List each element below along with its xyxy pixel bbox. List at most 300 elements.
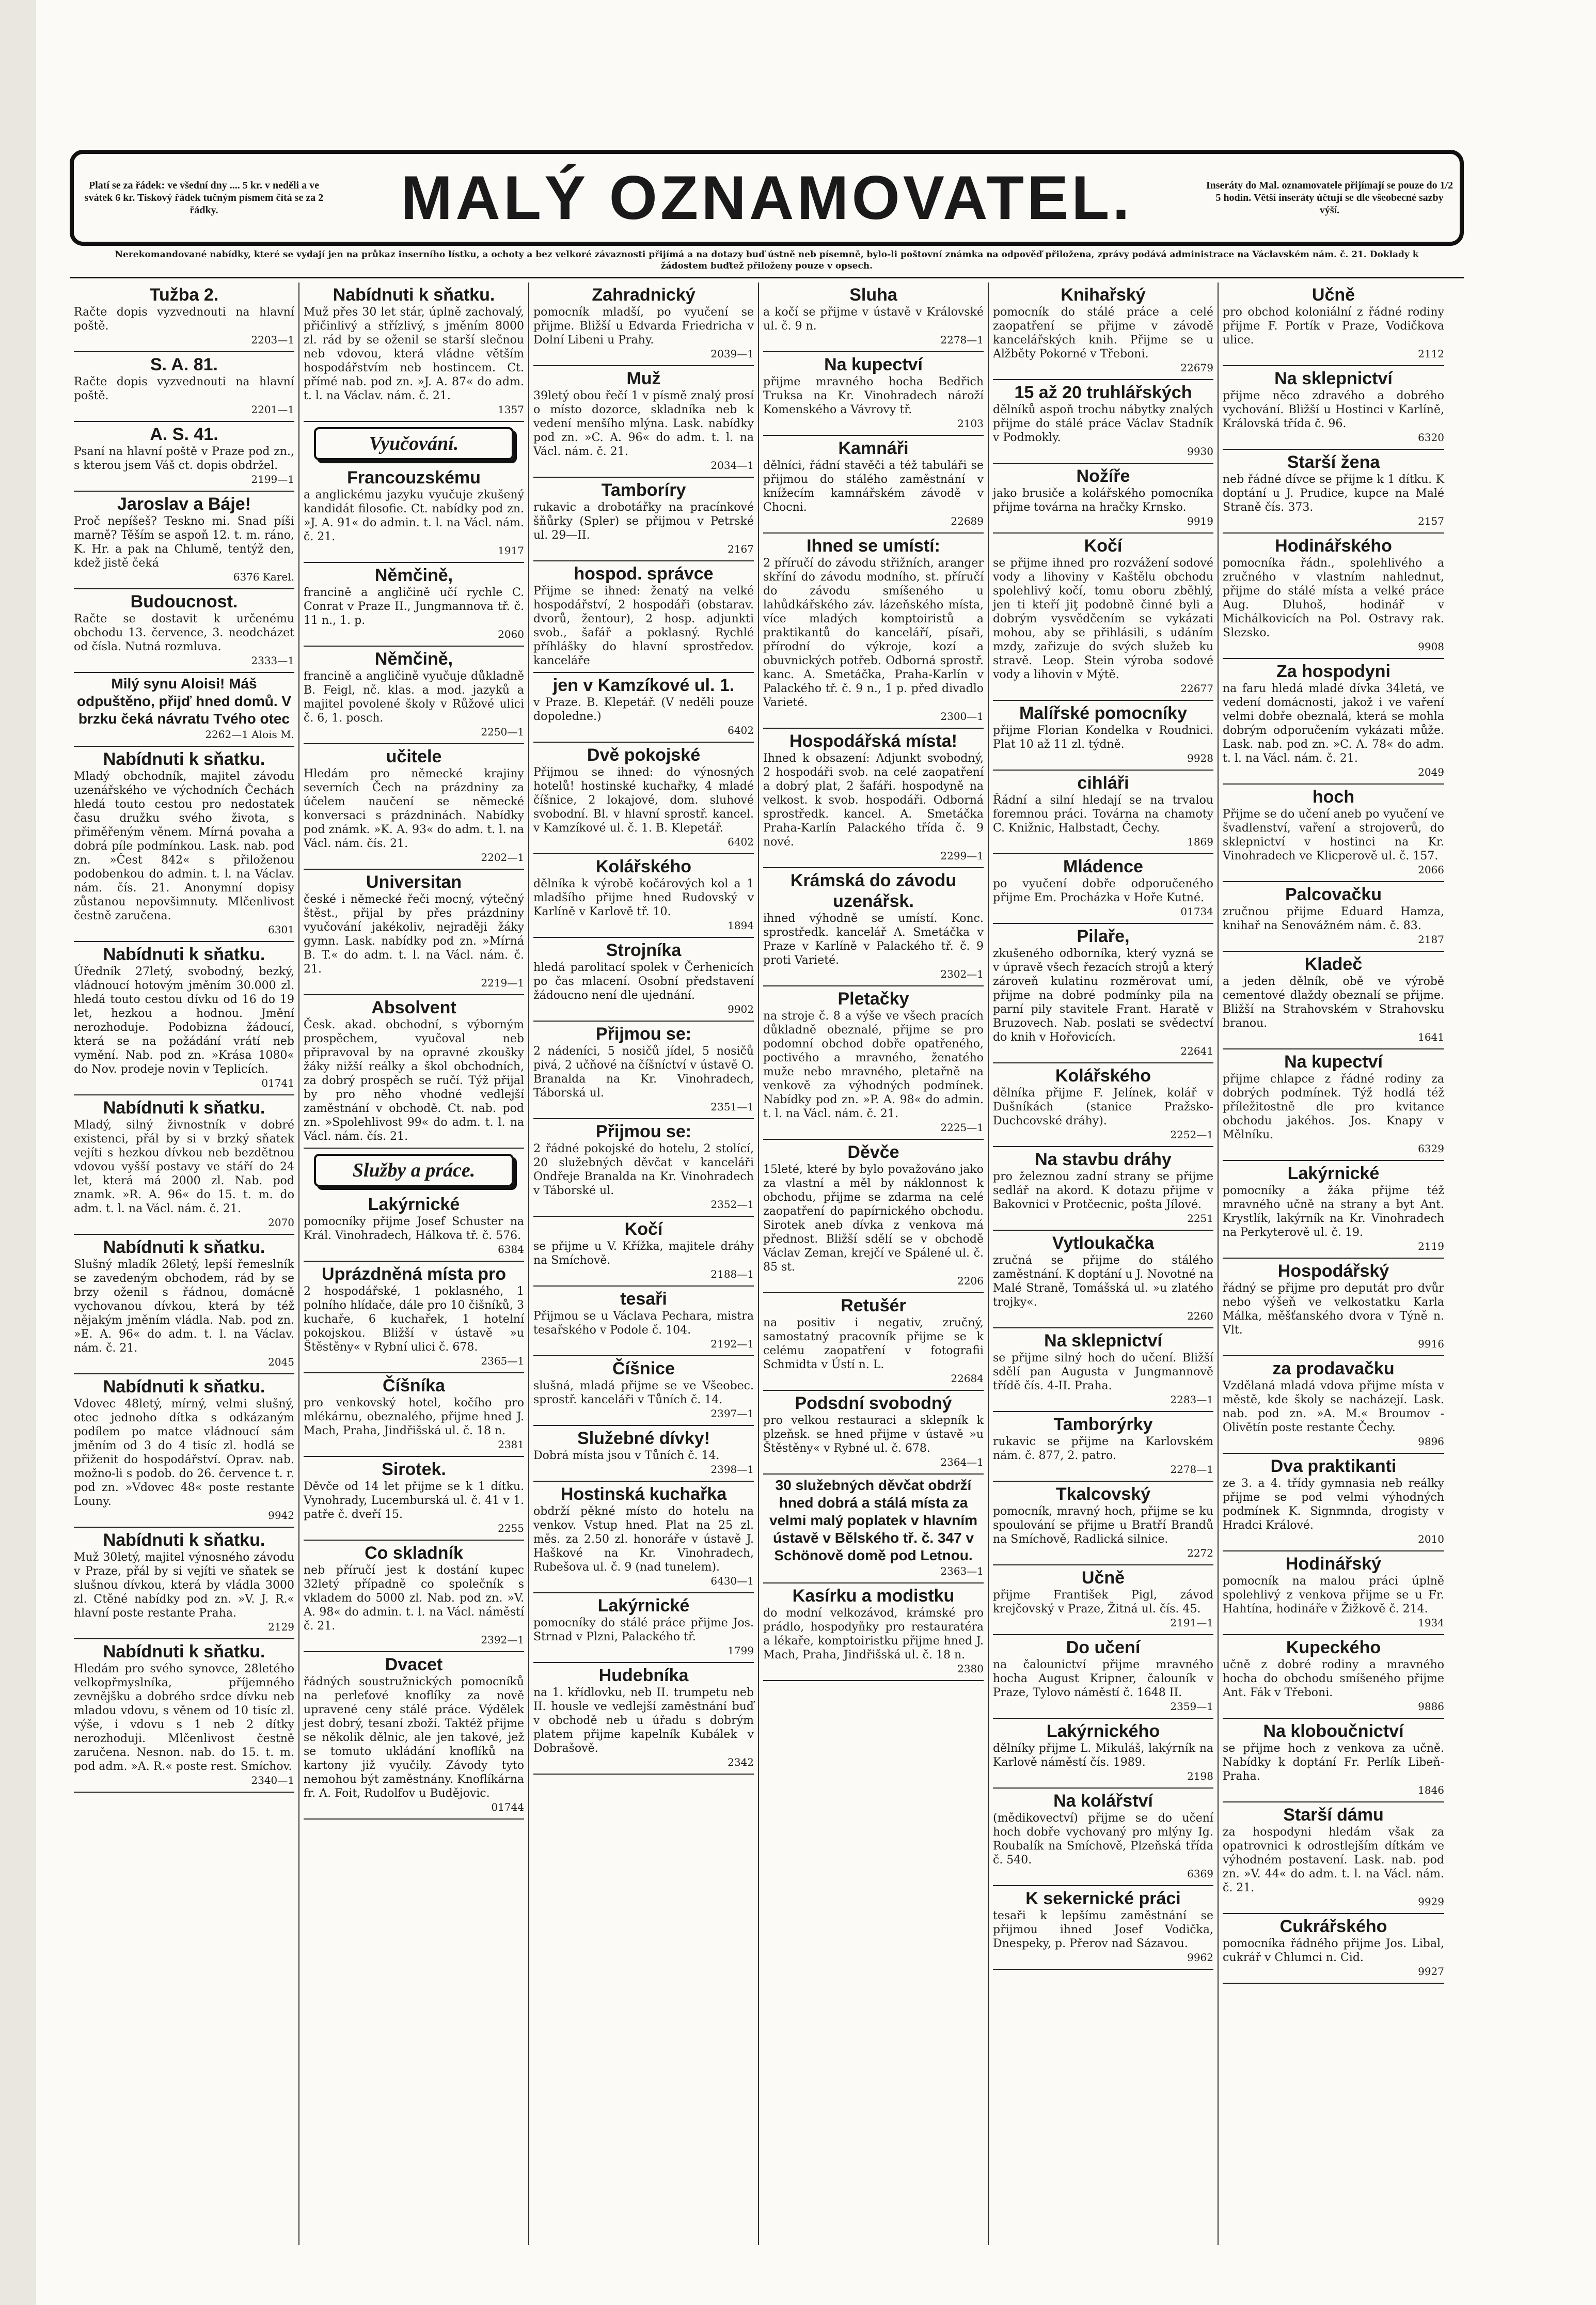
classified-ad: [74, 1528, 294, 1639]
classified-ad: [1223, 534, 1444, 659]
ad-heading: Kočí: [624, 1219, 663, 1239]
ad-code: 2352—1: [710, 1198, 754, 1211]
ad-text: dělníka k výrobě kočárových kol a 1 mladšího přijme hned Rudovský v Karlíně v Karlově tř. 10.: [533, 877, 754, 918]
ad-text: Úředník 27letý, svobodný, bezký, vládnoucí hotovým jměním 30.000 zl. hledá touto cestou dívku od 16 do 19 let, hezkou a hodnou. Jmění nerozhoduje. Podobizna žádoucí, která se na požádání vrátí neb vymění. Nab. pod zn. »Krása 1080« do Nov. prodeje novin v Teplicích.: [74, 965, 294, 1076]
ad-code: 6384: [498, 1243, 524, 1256]
ad-code: 2112: [1418, 348, 1444, 360]
classified-ad: [993, 1565, 1213, 1635]
scan-edge: [0, 0, 36, 2305]
classified-ad: [74, 1639, 294, 1793]
classified-ad: [763, 868, 984, 986]
ad-heading: Hodinářský: [1285, 1554, 1382, 1574]
classified-ad: [304, 283, 524, 422]
ad-code: 1799: [728, 1644, 754, 1657]
classified-ad: [533, 673, 754, 743]
ad-text: obdrží pěkné místo do hotelu na venkov. Vstup hned. Plat na 25 zl. měs. za 2.50 zl. honoráře v ústavě J. Haškové na Kr. Vinohradech, Rubešova ul. č. 9 (nad tunelem).: [533, 1505, 754, 1574]
classified-ad: [993, 534, 1213, 701]
classified-ad: [993, 1328, 1213, 1412]
classified-ad: [1223, 1802, 1444, 1914]
ad-text: přijme něco zdravého a dobrého vychování. Bližší u Hostinci v Karlíně, Královská třída č. 96.: [1223, 389, 1444, 430]
ad-code: 2187: [1418, 933, 1444, 946]
ad-code: 2283—1: [1170, 1393, 1213, 1406]
classified-ad: [1223, 785, 1444, 882]
ad-text: rukavic a drobotářky na pracínkové šňůrky (Spler) se přijmou v Petrské ul. 29—II.: [533, 501, 754, 542]
ad-heading: Kamnáři: [838, 438, 909, 458]
ad-heading: Hostinská kuchařka: [560, 1484, 727, 1504]
ad-text: řádný se přijme pro deputát pro dvůr nebo výšeň ve velkostatku Karla Málka, měšťanského dvora v Týně n. Vlt.: [1223, 1282, 1444, 1337]
ad-heading: Hospodářská místa!: [789, 731, 957, 751]
ad-text: neb řádné dívce se přijme k 1 dítku. K doptání u J. Prudice, kupce na Malé Straně čís. 373.: [1223, 473, 1444, 514]
section-heading: Vyučování.: [314, 427, 514, 460]
ad-code: 2103: [957, 417, 984, 430]
ad-text: přijme chlapce z řádné rodiny za dobrých podmínek. Týž hodlá též příležitostně dle pro kvitance obchodu jakéhos. Jos. Knapy v Mělníku.: [1223, 1073, 1444, 1141]
classified-ad: [993, 1719, 1213, 1789]
page-title: MALÝ OZNAMOVATEL.: [401, 163, 1133, 232]
ad-text: Račte dopis vyzvednouti na hlavní poště.: [74, 375, 294, 402]
ad-code: 2167: [728, 543, 754, 555]
ad-text: Dobrá místa jsou v Tůních č. 14.: [533, 1449, 720, 1462]
ad-heading: Sluha: [849, 285, 897, 305]
ad-heading: Uprázdněná místa pro: [321, 1264, 507, 1284]
ad-code: 2359—1: [1170, 1700, 1213, 1713]
classified-ad: [533, 1022, 754, 1119]
classified-ad: [763, 1391, 984, 1475]
ad-heading: hoch: [1312, 787, 1355, 807]
ad-heading: S. A. 81.: [150, 355, 218, 374]
ad-heading: Tužba 2.: [149, 285, 219, 305]
ad-code: 2397—1: [710, 1407, 754, 1420]
ad-code: 2252—1: [1170, 1128, 1213, 1141]
ad-text: Proč nepíšeš? Teskno mi. Snad píši marně? Těším se aspoň 12. t. m. ráno, K. Hr. a pak na Chlumě, tentýž den, kdež jistě čeká: [74, 515, 294, 570]
ad-code: 2260: [1187, 1310, 1213, 1322]
ad-code: 2060: [498, 628, 524, 640]
ad-code: 2300—1: [940, 710, 984, 723]
classified-ad: [763, 1293, 984, 1391]
ad-code: 2340—1: [251, 1774, 294, 1786]
ad-heading: Němčině,: [374, 566, 453, 585]
ad-text: francině a angličině učí rychle C. Conrat v Praze II., Jungmannova tř. č. 11 n., 1. p.: [304, 586, 524, 627]
ad-heading: Na kupectví: [1284, 1052, 1383, 1072]
ad-text: 2 nádeníci, 5 nosičů jídel, 5 nosičů pivá, 2 učňové na číšníctví v ústavě O. Branalda na Kr. Vinohradech, Táborská ul.: [533, 1045, 754, 1100]
ad-text: pro železnou zadní strany se přijme sedlář na akord. K dotazu přijme v Bakovnici v Protčecnic, pošta Jílové.: [993, 1170, 1213, 1211]
classified-ad: [74, 422, 294, 492]
classified-ad: [74, 283, 294, 352]
ad-code: 2333—1: [251, 654, 294, 667]
ad-heading: Přijmou se:: [595, 1024, 692, 1044]
classified-ad: [533, 1663, 754, 1775]
ad-heading: Lakýrnického: [1046, 1721, 1160, 1741]
classified-ad: [1223, 1914, 1444, 1984]
ad-code: 2010: [1418, 1533, 1444, 1545]
classified-ad: [1223, 1049, 1444, 1161]
classified-ad: [763, 1140, 984, 1293]
ad-text: pomocníka řádn., spolehlivého a zručného v vlastním nahlednut, přijme do stálé místa a velké práce Aug. Dluhoš, hodinář v Michálkovicích na Pol. Ostravy rak. Slezsko.: [1223, 557, 1444, 639]
ad-heading: Palcovačku: [1285, 885, 1382, 904]
ad-text: francině a angličině vyučuje důkladně B. Feigl, nč. klas. a mod. jazyků a majitel povolené školy v Růžové ulici č. 6, 1. posch.: [304, 670, 524, 725]
ad-code: 2202—1: [481, 851, 524, 864]
classified-ad: [993, 283, 1213, 380]
ad-text: pro velkou restauraci a sklepník k plzeňsk. se hned přijme v ústavě »u Štěstěny« v Rybné ul. č. 678.: [763, 1414, 984, 1455]
classified-ad: [533, 743, 754, 854]
ad-text: pomocník mladší, po vyučení se přijme. Bližší u Edvarda Friedricha v Dolní Libeni u Prahy.: [533, 306, 754, 347]
classified-ad: [304, 1262, 524, 1373]
ad-code: 22679: [1180, 362, 1213, 374]
ad-text: ze 3. a 4. třídy gymnasia neb reálky přijme se pod velmi výhodných podmínek K. Signmnda, drogisty v Hradci Králové.: [1223, 1477, 1444, 1532]
ad-code: 2272: [1187, 1547, 1213, 1559]
classified-ad: [74, 1374, 294, 1528]
classified-ad: [763, 729, 984, 868]
classified-ad: [304, 870, 524, 995]
ad-heading: Budoucnost.: [130, 592, 238, 611]
ad-heading: Strojníka: [606, 940, 682, 960]
column-1: [70, 283, 299, 2245]
ad-text: na positiv i negativ, zručný, samostatný pracovník přijme se k celému zaopatření v fotografii Schmidta v Ústí n. L.: [763, 1316, 984, 1371]
classified-ad: [993, 1635, 1213, 1719]
ad-code: 2363—1: [940, 1565, 984, 1577]
ad-code: 22641: [1180, 1045, 1213, 1057]
ad-text: přijme František Pigl, závod krejčovský v Praze, Žitná ul. čís. 45.: [993, 1589, 1213, 1616]
ad-code: 2255: [498, 1522, 524, 1534]
ad-text: 2 řádné pokojské do hotelu, 2 stolící, 20 služebných děvčat v kanceláři Ondřeje Branalda na Kr. Vinohradech v Táborské ul.: [533, 1142, 754, 1197]
ad-text: dělníky přijme L. Mikuláš, lakýrník na Karlově náměstí čís. 1989.: [993, 1742, 1213, 1769]
classified-ad: [1223, 952, 1444, 1049]
classified-ad: [763, 1583, 984, 1681]
classified-ad: [74, 942, 294, 1095]
classified-ad: [763, 436, 984, 534]
classified-ad: [533, 1593, 754, 1663]
ad-code: 1917: [498, 544, 524, 557]
ad-text: v Praze. B. Klepetář. (V neděli pouze dopoledne.): [533, 696, 754, 723]
classified-ad: [763, 1475, 984, 1583]
ad-heading: jen v Kamzíkové ul. 1.: [552, 676, 735, 695]
masthead-rates: Platí se za řádek: ve všední dny .... 5 kr. v neděli a ve svátek 6 kr. Tiskový řádek tučným písmem čítá se za 2 řádky.: [84, 180, 324, 216]
ad-code: 2070: [268, 1216, 294, 1229]
classified-ad: [533, 1217, 754, 1287]
ad-heading: Muž: [626, 369, 661, 388]
ad-text: do modní velkozávod, krámské pro prádlo, hospodyňky pro restauratéra a lékaře, komptoiristku přijme hned J. Mach, Praha, Jindřišská ul. č. 18 n.: [763, 1607, 984, 1661]
ad-code: 2034—1: [710, 459, 754, 472]
ad-code: 2119: [1418, 1240, 1444, 1252]
classified-ad: [533, 283, 754, 366]
masthead-subline: Nerekomandované nabídky, které se vydají jen na průkaz inserního lístku, a ochoty a bez velkoré závaznosti přijímá a na dotazy buď ústně neb písemně, bylo-li poštovní známka na odpověď přiložena, zprávy podává administrace na Václavském nám. č. 21. Doklady k žádostem buďtež přiloženy pouze v opsech.: [70, 246, 1464, 278]
ad-text: Řádní a silní hledají se na trvalou foremnou práci. Továrna na chamoty C. Knižnic, Halbstadt, Čechy.: [993, 794, 1213, 835]
ad-code: 2192—1: [710, 1338, 754, 1350]
ad-text: Račte dopis vyzvednouti na hlavní poště.: [74, 306, 294, 333]
ad-text: Přijme se ihned: ženatý na velké hospodářství, 2 hospodáři (obstarav. dvorů, žentour), 2 hosp. adjunkti svob., šafář a poklasný. Rychlé příhlášky do hlavní sprostředov. kanceláře: [533, 585, 754, 667]
ad-code: 01734: [1180, 905, 1213, 918]
ad-text: Ihned k obsazení: Adjunkt svobodný, 2 hospodáři svob. na celé zaopatření a dobrý plat, 2 šafáři. hospodyně na velkost. k svob. hospodáři. Odborná sprostředk. kancel. A. Smetáčka Praha-Karlín Palackého třída č. 9 nové.: [763, 752, 984, 849]
ad-heading: tesaři: [620, 1289, 667, 1309]
ad-heading: Nabídnuti k sňatku.: [103, 749, 265, 769]
column-2: [299, 283, 529, 2245]
ad-text: Mladý, silný živnostník v dobré existenci, přál by si v brzký sňatek vejíti s hezkou dívkou neb bezdětnou vdovou vyšší postavy ve stáří do 24 let, která má 2000 zl. Nab. pod znamk. »R. A. 96« do 15. t. m. do adm. t. l. na Václ. nám. č. 21.: [74, 1119, 294, 1215]
classified-ad: [533, 1119, 754, 1217]
ad-heading: 15 až 20 truhlářských: [1014, 383, 1192, 402]
ad-heading: Absolvent: [371, 998, 456, 1017]
classified-ad: [993, 464, 1213, 534]
classified-ad: [993, 701, 1213, 771]
ad-code: 22689: [951, 515, 984, 527]
ad-text: pomocník na malou práci úplně spolehlivý z venkova přijme se u Fr. Hahtína, hodináře v Žižkově č. 214.: [1223, 1575, 1444, 1616]
ad-code: 2203—1: [251, 334, 294, 346]
ad-code: 9930: [1187, 445, 1213, 458]
ad-code: 2206: [957, 1275, 984, 1287]
ad-text: (mědikovectví) přijme se do učení hoch dobře vychovaný pro mlýny Ig. Roubalík na Smíchově, Plzeňská třída č. 540.: [993, 1812, 1213, 1867]
classified-ad: [763, 534, 984, 729]
ad-heading: Číšnice: [612, 1359, 675, 1378]
classified-ad: [533, 1426, 754, 1482]
ad-code: 2191—1: [1170, 1617, 1213, 1629]
ad-text: pomocníky přijme Josef Schuster na Král. Vinohradech, Hálkova tř. č. 576.: [304, 1215, 524, 1242]
ad-heading: Nabídnuti k sňatku.: [103, 1377, 265, 1397]
ad-heading: Lakýrnické: [1287, 1164, 1380, 1183]
ad-heading: Lakýrnické: [368, 1195, 460, 1214]
ad-text: zručnou přijme Eduard Hamza, knihař na Senovážném nám. č. 83.: [1223, 905, 1444, 932]
ad-heading: Francouzskému: [347, 468, 481, 488]
ad-code: 2188—1: [710, 1268, 754, 1280]
classified-ad: [304, 563, 524, 647]
ad-text: Hledám pro svého synovce, 28letého velkopřmyslníka, příjemného zevnějšku a dobrého srdce dívku neb mladou vdovu, s věnem od 10 tisíc zl. výše, i vdovu s 1 neb 2 dítky nerozhoduji. Mlčenlivost čestně zaručena. Nesnon. nab. do 15. t. m. pod adm. »A. R.« poste rest. Smíchov.: [74, 1663, 294, 1773]
classified-ad: [533, 561, 754, 673]
ad-text: a anglickému jazyku vyučuje zkušený kandidát filosofie. Ct. nabídky pod zn. »J. A. 91« do admin. t. l. na Václ. nám. č. 21.: [304, 489, 524, 543]
ad-code: 01744: [491, 1801, 524, 1813]
classified-ad: [993, 1412, 1213, 1482]
ad-heading: Hudebníka: [598, 1666, 689, 1685]
ad-code: 1934: [1418, 1617, 1444, 1629]
ad-text: tesaři k lepšímu zaměstnání se přijmou ihned Josef Vodička, Dnespeky, p. Přerov nad Sázavou.: [993, 1909, 1213, 1950]
ad-heading: K sekernické práci: [1025, 1889, 1181, 1908]
classified-ad: [304, 1541, 524, 1652]
ad-heading: Na sklepnictví: [1044, 1331, 1162, 1351]
ad-heading: Nabídnuti k sňatku.: [103, 1642, 265, 1661]
ad-code: 9929: [1418, 1895, 1444, 1908]
ad-heading: Krámská do závodu uzenářsk.: [790, 871, 957, 911]
ad-text: Hledám pro německé krajiny severních Čech na prázdniny za účelem naučení se německé konversaci s prázdninách. Nabídky pod známk. »K. A. 93« do adm. t. l. na Václ. nám. čís. 21.: [304, 767, 524, 850]
classified-ad: [1223, 1259, 1444, 1356]
ad-code: 22677: [1180, 682, 1213, 695]
ad-code: 2381: [498, 1438, 524, 1451]
classified-ad: [74, 492, 294, 589]
ad-code: 9886: [1418, 1700, 1444, 1713]
masthead-rules: Inseráty do Mal. oznamovatele přijímají se pouze do 1/2 5 hodin. Větší inseráty účtují se dle všeobecné sazby výší.: [1206, 180, 1453, 216]
ad-code: 2364—1: [940, 1456, 984, 1468]
ad-heading: Němčině,: [374, 649, 453, 669]
ad-heading: za prodavačku: [1272, 1359, 1395, 1378]
ad-text: pro venkovský hotel, kočího pro mlékárnu, obeznalého, přijme hned J. Mach, Praha, Jindřišská ul. č. 18 n.: [304, 1397, 524, 1437]
classified-ad: [1223, 450, 1444, 534]
ad-heading: Nabídnuti k sňatku.: [103, 1237, 265, 1257]
ad-text: dělníků aspoň trochu nábytky znalých přijme do stálé práce Václav Stadník v Podmokly.: [993, 403, 1213, 444]
classified-ad: [74, 747, 294, 942]
ad-text: Slušný mladík 26letý, lepší řemeslník se zavedeným obchodem, rád by se brzy oženil s řádnou, domácně vychovanou dívkou, která by též nějakým jměním vládla. Nab. pod zn. »E. A. 96« do adm. t. l. na Václav. nám. č. 21.: [74, 1258, 294, 1355]
classified-ad: [1223, 1356, 1444, 1454]
classified-ad: [993, 1789, 1213, 1886]
ad-text: se přijme u V. Křížka, majitele dráhy na Smíchově.: [533, 1240, 754, 1267]
ad-heading: Co skladník: [365, 1543, 463, 1563]
ad-text: Račte se dostavit k určenému obchodu 13. července, 3. neodcházet od čísla. Nutná rozmluva.: [74, 613, 294, 653]
ad-code: 9927: [1418, 1965, 1444, 1978]
ad-heading: hospod. správce: [574, 564, 714, 584]
classified-ad: [533, 1482, 754, 1593]
ad-code: 2365—1: [481, 1355, 524, 1367]
ad-heading: Tamborýrky: [1053, 1415, 1153, 1434]
ad-heading: Vytloukačka: [1052, 1233, 1155, 1253]
ad-text: Vdovec 48letý, mírný, velmi slušný, otec jednoho dítka s odkázaným podílem po matce vládnoucí sám jměním od 3 do 4 tisíc zl. hodlá se přiženit do hospodářství. Oprav. nab. možno-li s podob. do 26. července t. r. pod zn. »Vdovec 48« poste restante Louny.: [74, 1398, 294, 1508]
classified-ad: [74, 352, 294, 422]
classified-ad: [304, 1457, 524, 1541]
ad-heading: Učně: [1311, 285, 1355, 305]
ad-heading: Lakýrnické: [597, 1596, 690, 1616]
ad-heading: Nabídnuti k sňatku.: [103, 945, 265, 964]
classified-ad: [533, 1356, 754, 1426]
ad-text: dělníci, řádní stavěči a též tabuláři se přijmou do stálého zaměstnání v knížecím kamnářském závodě v Chocni.: [763, 459, 984, 514]
newspaper-page: [70, 150, 1464, 2245]
classified-ad: [993, 1231, 1213, 1328]
ad-heading: Na kupectví: [824, 355, 923, 374]
ad-heading: Retušér: [841, 1296, 906, 1315]
ad-text: řádných soustružnických pomocníků na perleťové knoflíky za nově upravené ceny stálé práce. Výdělek jest dobrý, tesaní zboží. Taktéž přijme se několik dělnic, ale jen takové, jež se tomuto ukládání knoflíků na kartony již vyučily. Závody tyto nemohou být zaměstnány. Knoflíkárna fr. A. Foit, Rudolfov u Budějovic.: [304, 1675, 524, 1800]
ad-text: Česk. akad. obchodní, s výborným prospěchem, vyučoval neb připravoval by na opravné zkoušky žáky nižší reálky a škol obchodních, za dobrý prospěch se ručí. Týž přijal by pro něho vhodné vedlejší zaměstnání v obchodě. Ct. nab. pod zn. »Spolehlivost 99« do adm. t. l. na Václ. nám. čís. 21.: [304, 1018, 524, 1143]
ad-text: 39letý obou řečí 1 v písmě znalý prosí o místo dozorce, skladníka neb k vedení menšího mlýna. Lask. nabídky pod zn. »C. A. 96« do adm. t. l. na Václ. nám. č. 21.: [533, 389, 754, 458]
ad-code: 2049: [1418, 766, 1444, 778]
classified-ad: [304, 1652, 524, 1820]
classified-ad: [74, 589, 294, 673]
classified-ad: [74, 1095, 294, 1235]
classified-columns: [70, 283, 1464, 2245]
ad-text: české i německé řeči mocný, výtečný štěst., přijal by přes prázdniny vyučování jakékoliv, nejraději žáky gymn. Lask. nabídky pod zn. »Mírná B. T.« do adm. t. l. na Václ. nám. č. 21.: [304, 893, 524, 976]
ad-heading: Dva praktikanti: [1270, 1456, 1397, 1476]
ad-heading: Dvacet: [385, 1655, 443, 1674]
ad-code: 1894: [728, 919, 754, 932]
ad-code: 2278—1: [1170, 1463, 1213, 1476]
ad-text: na 1. křídlovku, neb II. trumpetu neb II. housle ve vedlejší zaměstnání buď v obchodě neb u úřadu s dobrým platem přijme kapelník Kubálek v Dobrašově.: [533, 1686, 754, 1755]
ad-code: 2045: [268, 1356, 294, 1368]
classified-ad: [304, 465, 524, 563]
ad-text: na stroje č. 8 a výše ve všech pracích důkladně obeznalé, přijme se pro podomní obchod dobře opatřeného, poctivého a mravného, ženatého muže nebo mravného, pletařně na venkově za výhodných podmínek. Nabídky pod zn. »P. A. 98« do admin. t. l. na Václ. nám. č. 21.: [763, 1010, 984, 1120]
ad-heading: Kupeckého: [1286, 1638, 1381, 1657]
ad-text: neb příručí jest k dostání kupec 32letý případně co společník s vkladem do 5000 zl. Nab. pod zn. »V. A. 98« do admin. t. l. na Václ. náměstí č. 21.: [304, 1564, 524, 1633]
ad-text: dělníka přijme F. Jelínek, kolář v Dušníkách (stanice Pražsko-Duchcovské dráhy).: [993, 1087, 1213, 1127]
ad-code: 2201—1: [251, 403, 294, 416]
ad-heading: cihláři: [1077, 773, 1129, 793]
classified-ad: [993, 1482, 1213, 1565]
column-6: [1219, 283, 1448, 2245]
ad-code: 2250—1: [481, 726, 524, 738]
ad-text: Mladý obchodník, majitel závodu uzenářského ve východních Čechách hledá touto cestou pro nedostatek času družku svého života, s přiměřeným věnem. Mírná povaha a dobrá píle podmínkou. Lask. nab. pod zn. »Čest 842« s přiloženou podobenkou do admin. t. l. na Václav. nám. čís. 21. Anonymní dopisy zůstanou nepovšimnuty. Mlčenlivost čestně zaručena.: [74, 770, 294, 922]
classified-ad: [1223, 283, 1444, 366]
classified-ad: [1223, 366, 1444, 450]
ad-text: 2 příručí do závodu střižních, aranger skříní do závodu modního, st. příručí do závodu smíšeného u lahůdkářského záv. lázeňského místa, více mladých komptoiristů a praktikantů do kanceláří, písaři, přírodní do výkroje, kozí a obuvnických potřeb. Odborná sprostř. kanc. A. Smetáčka, Praha-Karlín v Palackého tř. č. 9 n., 1 p. před divadlo Varieté.: [763, 557, 984, 709]
ad-text: Přijmou se u Václava Pechara, mistra tesařského v Podole č. 104.: [533, 1310, 754, 1337]
ad-heading: Knihařský: [1061, 285, 1146, 305]
column-4: [759, 283, 989, 2245]
classified-ad: [993, 380, 1213, 464]
ad-text: Přijme se do učení aneb po vyučení ve švadlenství, vaření a strojoverů, do sklepnictví v hostinci na Kr. Vinohradech ve Klicperově ul. č. 157.: [1223, 808, 1444, 863]
ad-code: 9928: [1187, 752, 1213, 764]
ad-heading: Sirotek.: [382, 1460, 446, 1479]
ad-heading: Do učení: [1066, 1638, 1141, 1657]
ad-text: pomocník do stálé práce a celé zaopatření se přijme v závodě kancelářských knih. Přijme se u Alžběty Pokorné v Třeboni.: [993, 306, 1213, 360]
ad-heading: A. S. 41.: [150, 425, 218, 444]
classified-ad: [1223, 659, 1444, 785]
ad-heading: Pilaře,: [1077, 927, 1130, 946]
classified-ad: [74, 1235, 294, 1374]
ad-text: přijme Florian Kondelka v Roudnici. Plat 10 až 11 zl. týdně.: [993, 724, 1213, 751]
classified-ad: [533, 478, 754, 561]
ad-code: 1641: [1418, 1031, 1444, 1043]
ad-text: po vyučení dobře odporučeného přijme Em. Procházka v Hoře Kutné.: [993, 877, 1213, 904]
classified-ad: [763, 283, 984, 352]
ad-heading: Na kolářství: [1053, 1791, 1153, 1811]
ad-heading: Za hospodyni: [1276, 662, 1390, 681]
ad-code: 6376 Karel.: [233, 571, 294, 583]
ad-code: 01741: [261, 1077, 294, 1089]
ad-code: 6430—1: [710, 1575, 754, 1587]
ad-heading: Malířské pomocníky: [1019, 703, 1187, 723]
ad-heading: Na kloboučnictví: [1263, 1721, 1404, 1741]
ad-text: Děvče od 14 let přijme se k 1 dítku. Vynohrady, Lucemburská ul. č. 41 v 1. patře č. dveří 15.: [304, 1480, 524, 1521]
ad-text: a jeden dělník, obě ve výrobě cementové dlaždy obeznalí se přijme. Bližší na Strahovském v Strahovsku branou.: [1223, 975, 1444, 1030]
ad-code: 6402: [728, 836, 754, 848]
classified-ad: [1223, 1551, 1444, 1635]
classified-ad: [533, 1287, 754, 1356]
ad-heading: Jaroslav a Báje!: [117, 494, 251, 514]
classified-ad: [1223, 1719, 1444, 1802]
ad-text: hledá parolitací spolek v Čerhenicích po čas mlacení. Osobní představení žádoucno není dle ujednání.: [533, 961, 754, 1002]
ad-text: pomocník, mravný hoch, přijme se ku spoulování se přijme u Bratří Brandů na Smíchově, Radlická silnice.: [993, 1505, 1213, 1546]
ad-heading: Hospodářský: [1277, 1261, 1389, 1281]
ad-heading: Služebné dívky!: [577, 1429, 710, 1448]
classified-ad: [1223, 1454, 1444, 1551]
ad-heading: Milý synu Aloisi! Máš odpuštěno, přijď hned domů. V brzku čeká návratu Tvého otec: [76, 676, 292, 727]
ad-heading: Kolářského: [595, 857, 692, 876]
ad-code: 6402: [728, 724, 754, 736]
ad-code: 2398—1: [710, 1463, 754, 1476]
ad-text: pomocníka řádného přijme Jos. Libal, cukrář v Chlumci n. Cid.: [1223, 1937, 1444, 1964]
ad-heading: Starší žena: [1287, 452, 1380, 472]
column-3: [529, 283, 759, 2245]
ad-code: 2039—1: [710, 348, 754, 360]
ad-heading: Pletačky: [837, 989, 909, 1009]
ad-heading: Ihned se umístí:: [807, 536, 940, 556]
classified-ad: [304, 1192, 524, 1262]
ad-text: se přijme hoch z venkova za učně. Nabídky k doptání Fr. Perlík Libeň-Praha.: [1223, 1742, 1444, 1783]
classified-ad: [533, 366, 754, 478]
ad-code: 2342: [728, 1756, 754, 1768]
ad-text: se přijme silný hoch do učení. Bližší sdělí pan Augusta v Jungmannově třídě čís. 4-II. Praha.: [993, 1352, 1213, 1392]
ad-heading: Kočí: [1084, 536, 1123, 556]
ad-heading: Cukrářského: [1279, 1917, 1387, 1936]
ad-heading: Tkalcovský: [1055, 1484, 1151, 1504]
ad-heading: 30 služebných děvčat obdrží hned dobrá a stálá místa za velmi malý poplatek v hlavním ústavě v Bělského tř. č. 347 v Schönově domě pod Letnou.: [769, 1477, 978, 1563]
ad-code: 9916: [1418, 1338, 1444, 1350]
ad-code: 2380: [957, 1663, 984, 1675]
ad-heading: Kladeč: [1304, 954, 1363, 974]
classified-ad: [533, 938, 754, 1022]
classified-ad: [304, 647, 524, 744]
classified-ad: [1223, 882, 1444, 952]
classified-ad: [304, 744, 524, 870]
ad-heading: Nabídnuti k sňatku.: [103, 1098, 265, 1118]
ad-code: 9902: [728, 1003, 754, 1015]
ad-text: Přijmou se ihned: do výnosných hotelů! hostinské kuchařky, 4 mladé číšnice, 2 lokajové, dom. sluhové svobodní. Bl. v hlavní sprostř. kancel. v Kamzíkové ul. č. 1. B. Klepetář.: [533, 766, 754, 835]
ad-heading: Mládence: [1063, 857, 1143, 876]
ad-heading: Na stavbu dráhy: [1035, 1150, 1172, 1169]
ad-heading: Podsdní svobodný: [795, 1393, 952, 1413]
ad-code: 9962: [1187, 1951, 1213, 1964]
ad-heading: Tamboríry: [601, 480, 686, 500]
ad-code: 9908: [1418, 640, 1444, 653]
